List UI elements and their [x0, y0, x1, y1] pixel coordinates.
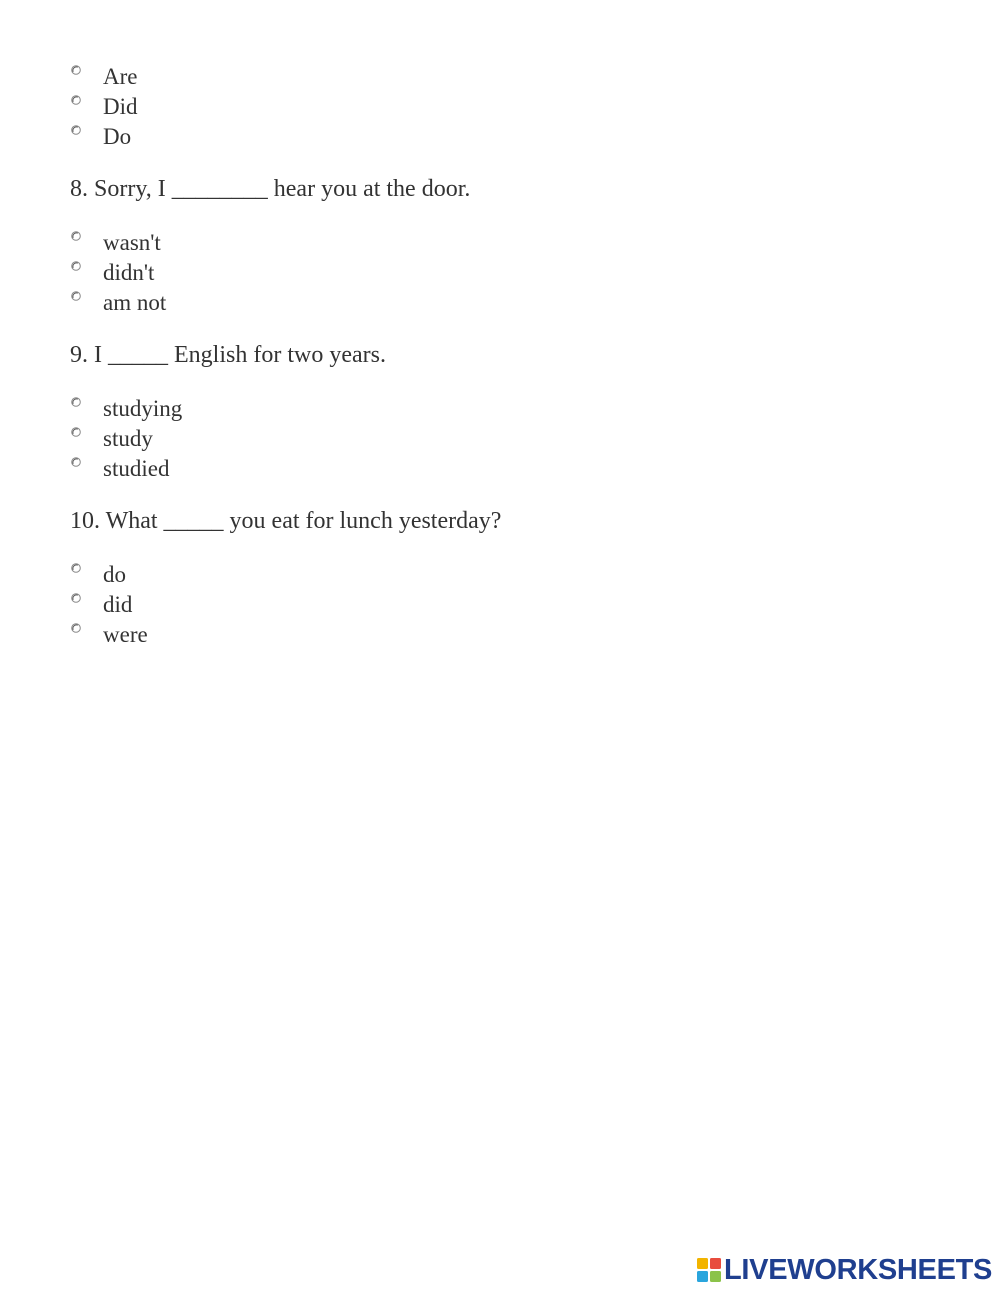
option-q9-studied[interactable] — [0, 457, 600, 487]
option-q9-studying[interactable] — [0, 397, 600, 427]
option-q8-wasnt[interactable] — [0, 231, 600, 261]
option-label[interactable]: were — [103, 622, 148, 647]
option-q10-do[interactable] — [0, 563, 600, 593]
radio-button-icon[interactable] — [71, 125, 81, 135]
option-q8-am-not[interactable] — [0, 291, 600, 321]
question-10-text: 10. What _____ you eat for lunch yesterday? — [70, 508, 502, 534]
option-label[interactable]: do — [103, 562, 126, 587]
option-q10-were[interactable] — [0, 623, 600, 653]
option-q10-did[interactable] — [0, 593, 600, 623]
logo-text: LIVEWORKSHEETS — [724, 1254, 993, 1286]
radio-button-icon[interactable] — [71, 593, 81, 603]
question-8-text: 8. Sorry, I ________ hear you at the door. — [70, 176, 471, 202]
question-9-text: 9. I _____ English for two years. — [70, 342, 386, 368]
option-label[interactable]: didn't — [103, 260, 155, 285]
radio-button-icon[interactable] — [71, 457, 81, 467]
radio-button-icon[interactable] — [71, 231, 81, 241]
option-q8-didnt[interactable] — [0, 261, 600, 291]
radio-button-icon[interactable] — [71, 563, 81, 573]
option-label[interactable]: Are — [103, 64, 138, 89]
radio-button-icon[interactable] — [71, 95, 81, 105]
option-label[interactable]: Did — [103, 94, 138, 119]
option-label[interactable]: am not — [103, 290, 167, 315]
option-q9-study[interactable] — [0, 427, 600, 457]
option-label[interactable]: wasn't — [103, 230, 161, 255]
liveworksheets-logo — [697, 1256, 997, 1286]
radio-button-icon[interactable] — [71, 623, 81, 633]
radio-button-icon[interactable] — [71, 427, 81, 437]
radio-button-icon[interactable] — [71, 261, 81, 271]
option-q7-do[interactable] — [0, 125, 600, 155]
radio-button-icon[interactable] — [71, 397, 81, 407]
option-label[interactable]: studied — [103, 456, 170, 481]
option-label[interactable]: did — [103, 592, 133, 617]
option-q7-did[interactable] — [0, 95, 600, 125]
option-label[interactable]: studying — [103, 396, 183, 421]
option-label[interactable]: Do — [103, 124, 132, 149]
logo-squares-icon — [697, 1258, 721, 1282]
option-q7-are[interactable] — [0, 65, 600, 95]
radio-button-icon[interactable] — [71, 291, 81, 301]
option-label[interactable]: study — [103, 426, 153, 451]
radio-button-icon[interactable] — [71, 65, 81, 75]
